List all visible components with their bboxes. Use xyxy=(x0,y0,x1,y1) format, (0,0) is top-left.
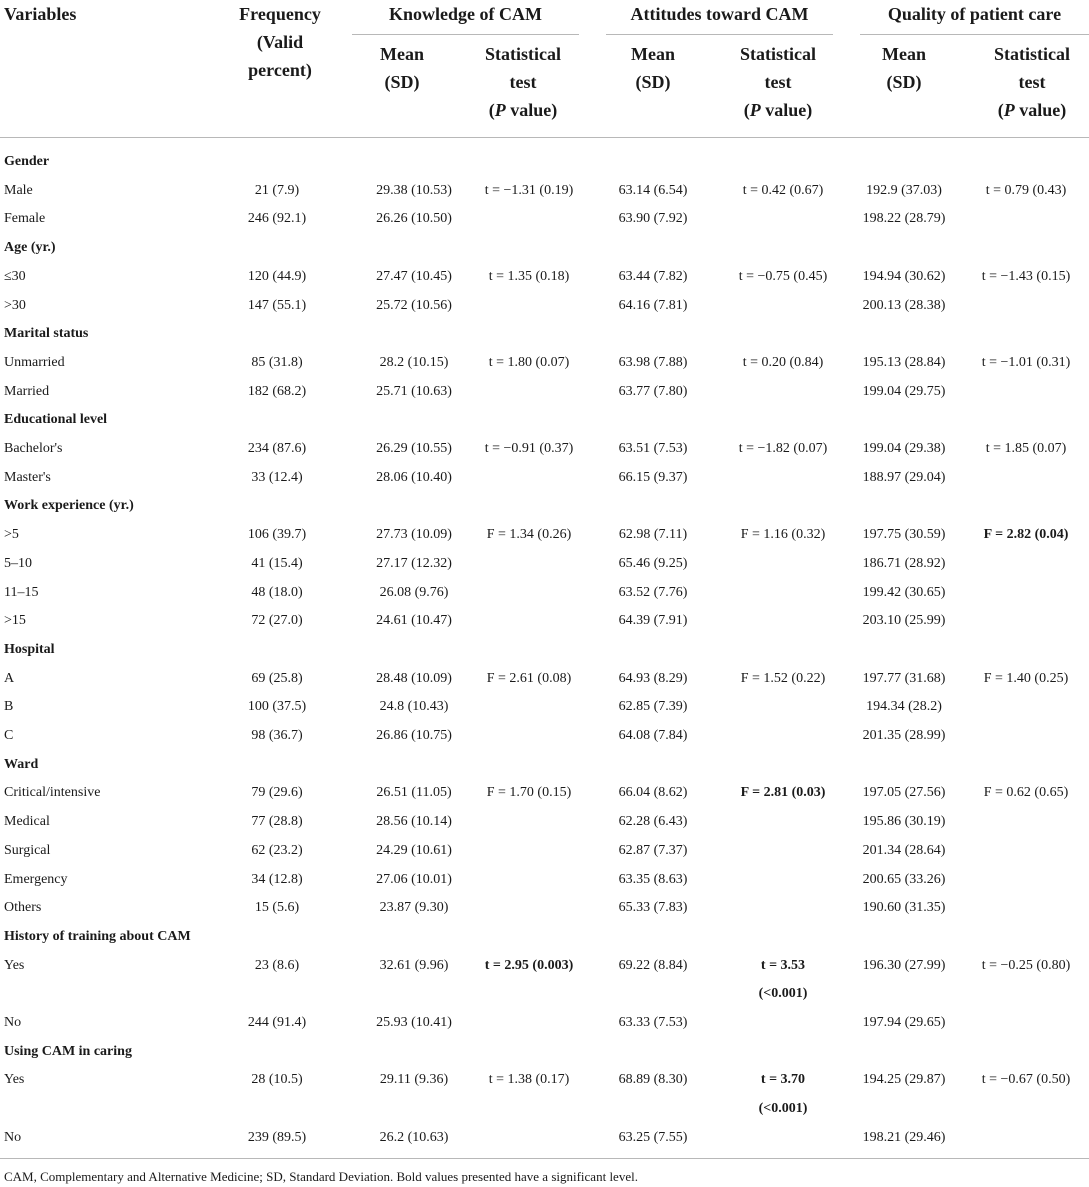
frequency-cell: 41 (15.4) xyxy=(251,555,303,571)
group-label: Using CAM in caring xyxy=(4,1043,132,1059)
knowledge-p-italic: P xyxy=(494,100,506,120)
variable-cell: Married xyxy=(4,383,50,399)
frequency-cell: 85 (31.8) xyxy=(251,354,303,370)
table-group-header xyxy=(0,148,1089,177)
variable-cell: >5 xyxy=(4,527,19,543)
table-row xyxy=(0,263,1089,292)
table-row xyxy=(0,349,1089,378)
attitudes-test-cell: F = 1.16 (0.32) xyxy=(740,527,826,543)
quality-mean-cell: 197.75 (30.59) xyxy=(862,527,946,543)
quality-mean-cell: 199.42 (30.65) xyxy=(862,584,946,600)
quality-test-cell: F = 1.40 (0.25) xyxy=(983,670,1069,686)
variable-cell: Male xyxy=(4,182,33,198)
frequency-cell: 79 (29.6) xyxy=(251,785,303,801)
quality-mean-cell: 195.13 (28.84) xyxy=(862,354,946,370)
knowledge-underline xyxy=(352,34,579,35)
quality-test-cell: F = 2.82 (0.04) xyxy=(983,527,1069,543)
variable-cell: No xyxy=(4,1129,22,1145)
group-label: Educational level xyxy=(4,412,108,428)
frequency-cell: 62 (23.2) xyxy=(251,842,303,858)
frequency-cell: 72 (27.0) xyxy=(251,613,303,629)
knowledge-mean-cell: 26.26 (10.50) xyxy=(376,211,452,227)
header-knowledge: Knowledge of CAM xyxy=(389,4,542,24)
table-row-continuation xyxy=(0,980,1089,1009)
knowledge-mean-cell: 29.11 (9.36) xyxy=(379,1072,449,1088)
frequency-cell: 244 (91.4) xyxy=(247,1015,307,1030)
frequency-cell: 147 (55.1) xyxy=(247,297,307,313)
quality-mean-cell: 195.86 (30.19) xyxy=(862,814,946,830)
table-row xyxy=(0,435,1089,464)
attitudes-test-line1: Statistical xyxy=(740,44,816,64)
header-frequency xyxy=(210,0,350,84)
knowledge-mean-cell: 26.86 (10.75) xyxy=(376,728,452,743)
attitudes-p-italic: P xyxy=(749,100,761,120)
knowledge-test-line1: Statistical xyxy=(485,44,561,64)
table-group-header xyxy=(0,636,1089,665)
knowledge-test-line3: (P value) xyxy=(488,100,558,120)
knowledge-mean-cell: 25.93 (10.41) xyxy=(376,1015,452,1030)
knowledge-mean-cell: 26.2 (10.63) xyxy=(379,1129,449,1145)
knowledge-test-header xyxy=(459,40,587,124)
table-group-header xyxy=(0,234,1089,263)
quality-mean-cell: 201.34 (28.64) xyxy=(862,842,946,858)
knowledge-mean-cell: 26.51 (11.05) xyxy=(376,785,452,801)
attitudes-mean-cell: 63.14 (6.54) xyxy=(618,182,688,198)
table-row-continuation xyxy=(0,1095,1089,1124)
knowledge-test-cell: t = 1.80 (0.07) xyxy=(488,354,570,370)
attitudes-test-cell: t = 3.53 xyxy=(760,957,806,973)
quality-test-line1: Statistical xyxy=(994,44,1070,64)
quality-mean-cell: 199.04 (29.38) xyxy=(862,441,946,456)
knowledge-mean-cell: 25.72 (10.56) xyxy=(376,297,452,313)
knowledge-p-rest: value) xyxy=(505,100,558,120)
header-frequency-line2: (Valid xyxy=(256,32,304,52)
variable-cell: Master's xyxy=(4,469,51,485)
variable-cell: 5–10 xyxy=(4,555,32,571)
quality-mean-cell: 200.13 (28.38) xyxy=(862,297,946,313)
frequency-cell: 48 (18.0) xyxy=(251,584,303,600)
frequency-cell: 34 (12.8) xyxy=(251,871,303,887)
quality-test-cell: t = 1.85 (0.07) xyxy=(985,441,1067,456)
quality-test-cell: t = −1.43 (0.15) xyxy=(981,268,1071,284)
variable-cell: Emergency xyxy=(4,871,68,887)
attitudes-mean-cell: 63.52 (7.76) xyxy=(618,584,688,600)
attitudes-mean-cell: 66.15 (9.37) xyxy=(618,469,688,485)
attitudes-test-cell: (<0.001) xyxy=(758,1101,808,1117)
group-label: Gender xyxy=(4,154,50,169)
knowledge-mean-line1: Mean xyxy=(380,44,424,64)
attitudes-mean-cell: 64.16 (7.81) xyxy=(618,297,688,313)
attitudes-mean-cell: 69.22 (8.84) xyxy=(618,957,688,973)
attitudes-mean-cell: 63.25 (7.55) xyxy=(618,1129,688,1145)
table-row xyxy=(0,521,1089,550)
attitudes-test-line3: (P value) xyxy=(743,100,813,120)
quality-test-cell: F = 0.62 (0.65) xyxy=(983,785,1069,801)
knowledge-mean-cell: 24.29 (10.61) xyxy=(376,842,452,858)
knowledge-mean-cell: 23.87 (9.30) xyxy=(379,900,449,916)
knowledge-test-cell: t = 1.38 (0.17) xyxy=(488,1072,570,1088)
attitudes-mean-cell: 62.85 (7.39) xyxy=(618,699,688,715)
frequency-cell: 33 (12.4) xyxy=(251,469,303,485)
quality-mean-cell: 198.22 (28.79) xyxy=(862,211,946,227)
variable-cell: Female xyxy=(4,211,46,227)
attitudes-mean-cell: 63.33 (7.53) xyxy=(618,1015,688,1030)
attitudes-test-cell: (<0.001) xyxy=(758,986,808,1002)
frequency-cell: 23 (8.6) xyxy=(254,957,300,973)
variable-cell: Surgical xyxy=(4,842,51,858)
variable-cell: Critical/intensive xyxy=(4,785,101,801)
attitudes-p-rest: value) xyxy=(760,100,813,120)
attitudes-mean-cell: 63.90 (7.92) xyxy=(618,211,688,227)
group-label: Work experience (yr.) xyxy=(4,498,134,514)
table-group-header xyxy=(0,406,1089,435)
knowledge-mean-cell: 28.06 (10.40) xyxy=(376,469,452,485)
quality-mean-cell: 198.21 (29.46) xyxy=(862,1129,946,1145)
table-row xyxy=(0,550,1089,579)
knowledge-mean-cell: 32.61 (9.96) xyxy=(379,957,449,973)
quality-p-italic: P xyxy=(1003,100,1015,120)
knowledge-mean-cell: 27.47 (10.45) xyxy=(376,268,452,284)
quality-test-cell: t = −0.67 (0.50) xyxy=(981,1072,1071,1088)
quality-mean-cell: 194.34 (28.2) xyxy=(866,699,942,715)
attitudes-underline xyxy=(606,34,833,35)
knowledge-mean-cell: 24.61 (10.47) xyxy=(376,613,452,629)
table-group-header xyxy=(0,923,1089,952)
attitudes-test-header xyxy=(714,40,842,124)
knowledge-test-cell: F = 1.70 (0.15) xyxy=(486,785,572,801)
knowledge-mean-header xyxy=(352,40,452,96)
knowledge-mean-cell: 26.29 (10.55) xyxy=(376,441,452,456)
frequency-cell: 106 (39.7) xyxy=(247,527,307,543)
header-quality: Quality of patient care xyxy=(887,4,1062,24)
knowledge-mean-cell: 28.2 (10.15) xyxy=(379,354,449,370)
table-group-header xyxy=(0,751,1089,780)
knowledge-mean-cell: 27.17 (12.32) xyxy=(376,555,452,571)
frequency-cell: 15 (5.6) xyxy=(254,900,300,916)
group-label: History of training about CAM xyxy=(4,928,191,944)
attitudes-mean-cell: 65.33 (7.83) xyxy=(618,900,688,916)
quality-mean-cell: 203.10 (25.99) xyxy=(862,613,946,629)
group-label: Ward xyxy=(4,756,39,772)
table-group-header xyxy=(0,492,1089,521)
quality-mean-cell: 194.94 (30.62) xyxy=(862,268,946,284)
table-row xyxy=(0,205,1089,234)
attitudes-mean-cell: 64.08 (7.84) xyxy=(618,728,688,743)
knowledge-mean-cell: 27.06 (10.01) xyxy=(376,871,452,887)
attitudes-test-line2: test xyxy=(764,72,792,92)
table-row xyxy=(0,808,1089,837)
table-row xyxy=(0,837,1089,866)
frequency-cell: 100 (37.5) xyxy=(247,699,307,715)
table-group-header xyxy=(0,320,1089,349)
quality-mean-cell: 188.97 (29.04) xyxy=(862,469,946,485)
quality-test-header xyxy=(968,40,1089,124)
quality-test-cell: t = −0.25 (0.80) xyxy=(981,957,1071,973)
quality-mean-cell: 199.04 (29.75) xyxy=(862,383,946,399)
quality-mean-cell: 201.35 (28.99) xyxy=(862,728,946,743)
header-attitudes: Attitudes toward CAM xyxy=(630,4,809,24)
knowledge-mean-cell: 27.73 (10.09) xyxy=(376,527,452,543)
knowledge-test-cell: t = 1.35 (0.18) xyxy=(488,268,570,284)
variable-cell: 11–15 xyxy=(4,584,39,600)
variable-cell: Others xyxy=(4,900,42,916)
attitudes-mean-header xyxy=(603,40,703,96)
frequency-cell: 120 (44.9) xyxy=(247,268,307,284)
frequency-cell: 182 (68.2) xyxy=(247,383,307,399)
attitudes-test-cell: t = −0.75 (0.45) xyxy=(738,268,828,284)
knowledge-mean-cell: 28.48 (10.09) xyxy=(376,670,452,686)
knowledge-mean-cell: 26.08 (9.76) xyxy=(379,584,449,600)
knowledge-test-cell: F = 2.61 (0.08) xyxy=(486,670,572,686)
quality-mean-line1: Mean xyxy=(882,44,926,64)
variable-cell: C xyxy=(4,728,14,743)
quality-mean-cell: 192.9 (37.03) xyxy=(866,182,942,198)
quality-mean-cell: 200.65 (33.26) xyxy=(862,871,946,887)
table-row xyxy=(0,866,1089,895)
table-row xyxy=(0,1066,1089,1095)
frequency-cell: 69 (25.8) xyxy=(251,670,303,686)
knowledge-mean-cell: 25.71 (10.63) xyxy=(376,383,452,399)
table-row xyxy=(0,665,1089,694)
quality-p-rest: value) xyxy=(1014,100,1067,120)
table-row xyxy=(0,894,1089,923)
attitudes-mean-cell: 63.35 (8.63) xyxy=(618,871,688,887)
variable-cell: No xyxy=(4,1015,22,1030)
attitudes-test-cell: F = 1.52 (0.22) xyxy=(740,670,826,686)
variable-cell: >30 xyxy=(4,297,26,313)
knowledge-mean-cell: 29.38 (10.53) xyxy=(376,182,452,198)
frequency-cell: 98 (36.7) xyxy=(251,728,303,743)
knowledge-test-cell: F = 1.34 (0.26) xyxy=(486,527,572,543)
quality-mean-cell: 197.94 (29.65) xyxy=(862,1015,946,1030)
attitudes-test-cell: t = 3.70 xyxy=(760,1072,806,1088)
variable-cell: Unmarried xyxy=(4,354,65,370)
table-row xyxy=(0,378,1089,407)
attitudes-test-cell: F = 2.81 (0.03) xyxy=(740,785,826,801)
knowledge-test-cell: t = −0.91 (0.37) xyxy=(484,441,574,456)
header-frequency-line1: Frequency xyxy=(239,4,321,24)
attitudes-mean-cell: 65.46 (9.25) xyxy=(618,555,688,571)
attitudes-mean-cell: 62.98 (7.11) xyxy=(618,527,688,543)
table-bottom-rule xyxy=(0,1158,1089,1159)
attitudes-mean-cell: 64.39 (7.91) xyxy=(618,613,688,629)
quality-mean-cell: 186.71 (28.92) xyxy=(862,555,946,571)
attitudes-mean-line1: Mean xyxy=(631,44,675,64)
table-row xyxy=(0,464,1089,493)
header-variables: Variables xyxy=(4,4,77,24)
attitudes-mean-cell: 62.87 (7.37) xyxy=(618,842,688,858)
quality-test-line2: test xyxy=(1018,72,1046,92)
group-label: Hospital xyxy=(4,641,55,657)
frequency-cell: 77 (28.8) xyxy=(251,814,303,830)
attitudes-test-cell: t = 0.20 (0.84) xyxy=(742,354,824,370)
attitudes-mean-cell: 66.04 (8.62) xyxy=(618,785,688,801)
frequency-cell: 21 (7.9) xyxy=(254,182,300,198)
group-label: Age (yr.) xyxy=(4,240,56,256)
variable-cell: >15 xyxy=(4,613,26,629)
table-row xyxy=(0,952,1089,981)
table-row xyxy=(0,292,1089,321)
variable-cell: B xyxy=(4,699,14,715)
attitudes-mean-cell: 62.28 (6.43) xyxy=(618,814,688,830)
variable-cell: Medical xyxy=(4,814,50,830)
table-row xyxy=(0,722,1089,751)
attitudes-mean-cell: 63.44 (7.82) xyxy=(618,268,688,284)
quality-mean-cell: 190.60 (31.35) xyxy=(862,900,946,916)
variable-cell: ≤30 xyxy=(4,268,26,284)
table-row xyxy=(0,779,1089,808)
frequency-cell: 239 (89.5) xyxy=(247,1129,307,1145)
attitudes-mean-cell: 63.51 (7.53) xyxy=(618,441,688,456)
header-frequency-line3: percent) xyxy=(248,60,312,80)
quality-mean-cell: 197.05 (27.56) xyxy=(862,785,946,801)
quality-underline xyxy=(860,34,1089,35)
table-group-header xyxy=(0,1038,1089,1067)
attitudes-test-cell: t = 0.42 (0.67) xyxy=(742,182,824,198)
quality-test-line3: (P value) xyxy=(997,100,1067,120)
attitudes-test-cell: t = −1.82 (0.07) xyxy=(738,441,828,456)
table-row xyxy=(0,1009,1089,1038)
quality-mean-line2: (SD) xyxy=(886,72,922,92)
frequency-cell: 234 (87.6) xyxy=(247,441,307,456)
variable-cell: A xyxy=(4,670,15,686)
knowledge-test-cell: t = 2.95 (0.003) xyxy=(484,957,574,973)
variable-cell: Bachelor's xyxy=(4,441,63,456)
variable-cell: Yes xyxy=(4,1072,25,1088)
attitudes-mean-cell: 68.89 (8.30) xyxy=(618,1072,688,1088)
attitudes-mean-cell: 63.77 (7.80) xyxy=(618,383,688,399)
table-row xyxy=(0,579,1089,608)
variable-cell: Yes xyxy=(4,957,25,973)
frequency-cell: 246 (92.1) xyxy=(247,211,307,227)
table-row xyxy=(0,177,1089,206)
attitudes-mean-cell: 63.98 (7.88) xyxy=(618,354,688,370)
group-label: Marital status xyxy=(4,326,89,342)
frequency-cell: 28 (10.5) xyxy=(251,1072,303,1088)
knowledge-mean-cell: 24.8 (10.43) xyxy=(379,699,449,715)
quality-test-cell: t = −1.01 (0.31) xyxy=(981,354,1071,370)
quality-mean-header xyxy=(854,40,954,96)
header-bottom-rule xyxy=(0,137,1089,138)
knowledge-test-cell: t = −1.31 (0.19) xyxy=(484,182,574,198)
table-row xyxy=(0,693,1089,722)
attitudes-mean-cell: 64.93 (8.29) xyxy=(618,670,688,686)
knowledge-test-line2: test xyxy=(509,72,537,92)
table-row xyxy=(0,607,1089,636)
quality-test-cell: t = 0.79 (0.43) xyxy=(985,182,1067,198)
footnote: CAM, Complementary and Alternative Medicine; SD, Standard Deviation. Bold values presented have a significant level. xyxy=(4,1169,638,1184)
table-row xyxy=(0,1124,1089,1153)
quality-mean-cell: 194.25 (29.87) xyxy=(862,1072,946,1088)
attitudes-mean-line2: (SD) xyxy=(635,72,671,92)
knowledge-mean-cell: 28.56 (10.14) xyxy=(376,814,452,830)
knowledge-mean-line2: (SD) xyxy=(384,72,420,92)
quality-mean-cell: 197.77 (31.68) xyxy=(862,670,946,686)
quality-mean-cell: 196.30 (27.99) xyxy=(862,957,946,973)
